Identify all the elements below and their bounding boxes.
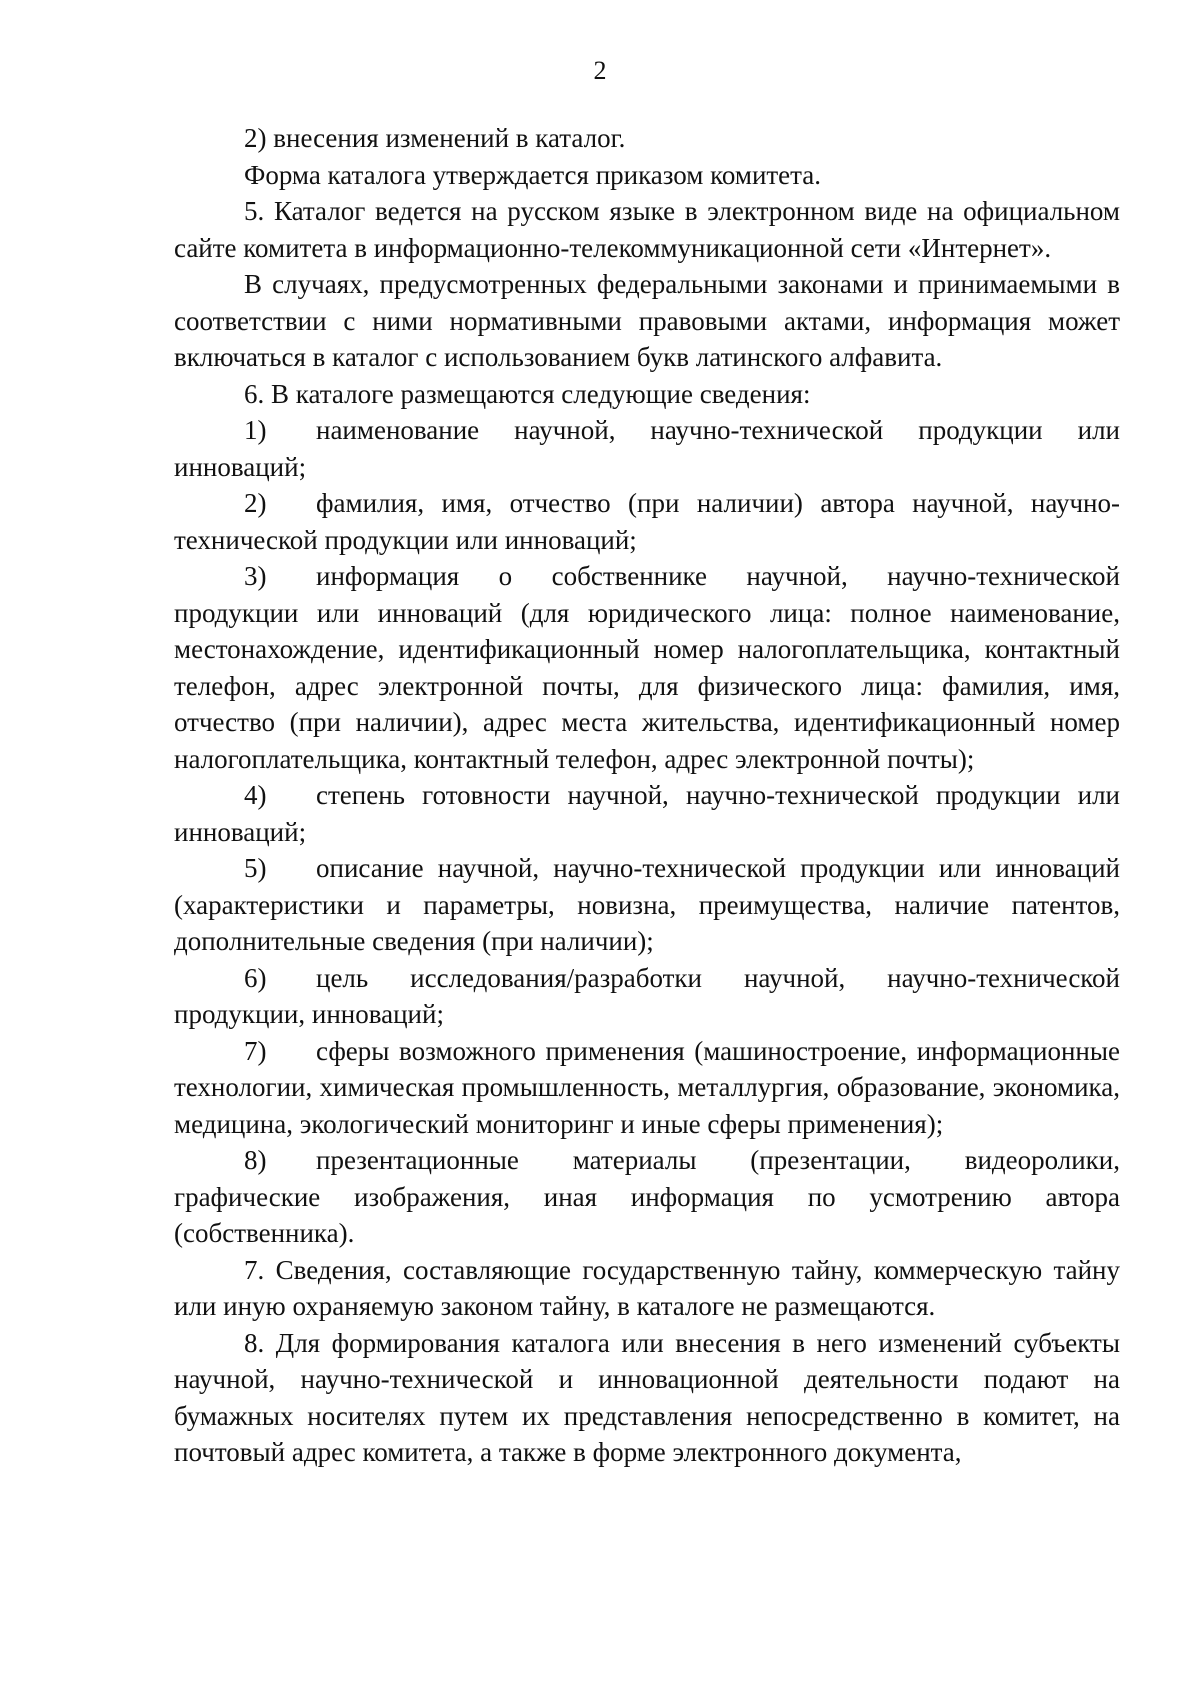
list-item-number: 4)	[244, 780, 267, 810]
list-item-text: презентационные материалы (презентации, видеоролики, графические изображения, иная информация по усмотрению автора (собственника).	[174, 1145, 1120, 1248]
paragraph-item-2-changes: 2) внесения изменений в каталог.	[244, 123, 626, 153]
list-item-text: наименование научной, научно-технической продукции или инноваций;	[174, 415, 1120, 482]
paragraph-7-secret-info: 7. Сведения, составляющие государственную тайну, коммерческую тайну или иную охраняемую законом тайну, в каталоге не размещаются.	[174, 1254, 1120, 1321]
list-item-text: информация о собственнике научной, научно-технической продукции или инноваций (для юридического лица: полное наименование, местонахождение, идентификационный номер налогоплательщика, контактный телефон, адрес электронной почты, для физического лица: фамилия, имя, отчество (при наличии), адрес места жительства, идентификационный номер налогоплательщика, контактный телефон, адрес электронной почты);	[174, 561, 1120, 774]
document-body	[174, 120, 1120, 1471]
list-item-text: цель исследования/разработки научной, научно-технической продукции, инноваций;	[174, 962, 1120, 1029]
list-item	[174, 412, 1120, 485]
paragraph-latin-alphabet: В случаях, предусмотренных федеральными законами и принимаемыми в соответствии с ними нормативными правовыми актами, информация может включаться в каталог с использованием букв латинского алфавита.	[174, 269, 1120, 372]
page-number: 2	[593, 56, 607, 85]
list-item	[174, 1142, 1120, 1252]
list-item-text: степень готовности научной, научно-технической продукции или инноваций;	[174, 780, 1120, 847]
list-item	[174, 1033, 1120, 1143]
list-item	[174, 960, 1120, 1033]
list-item-number: 7)	[244, 1035, 267, 1066]
list-item-number: 8)	[244, 1145, 267, 1175]
list-item-text: описание научной, научно-технической продукции или инноваций (характеристики и параметры, новизна, преимущества, наличие патентов, дополнительные сведения (при наличии);	[174, 853, 1120, 956]
list-item-text: фамилия, имя, отчество (при наличии) автора научной, научно-технической продукции или инноваций;	[174, 488, 1120, 555]
paragraph-6-catalog-contents: 6. В каталоге размещаются следующие сведения:	[244, 378, 811, 409]
paragraph-5-catalog-language: 5. Каталог ведется на русском языке в электронном виде на официальном сайте комитета в информационно-телекоммуникационной сети «Интернет».	[174, 196, 1120, 263]
paragraph-catalog-form: Форма каталога утверждается приказом комитета.	[244, 159, 822, 190]
list-item-number: 5)	[244, 853, 267, 883]
list-item	[174, 485, 1120, 558]
list-item	[174, 850, 1120, 960]
list-item	[174, 558, 1120, 777]
list-item-text: сферы возможного применения (машиностроение, информационные технологии, химическая промышленность, металлургия, образование, экономика, медицина, экологический мониторинг и иные сферы применения);	[174, 1035, 1120, 1139]
list-item-number: 6)	[244, 962, 267, 993]
list-item-number: 1)	[244, 415, 267, 445]
list-item-number: 3)	[244, 561, 267, 591]
list-item	[174, 777, 1120, 850]
list-item-number: 2)	[244, 488, 267, 518]
paragraph-8-submission: 8. Для формирования каталога или внесения в него изменений субъекты научной, научно-технической и инновационной деятельности подают на бумажных носителях путем их представления непосредственно в комитет, на почтовый адрес комитета, а также в форме электронного документа,	[174, 1327, 1120, 1467]
